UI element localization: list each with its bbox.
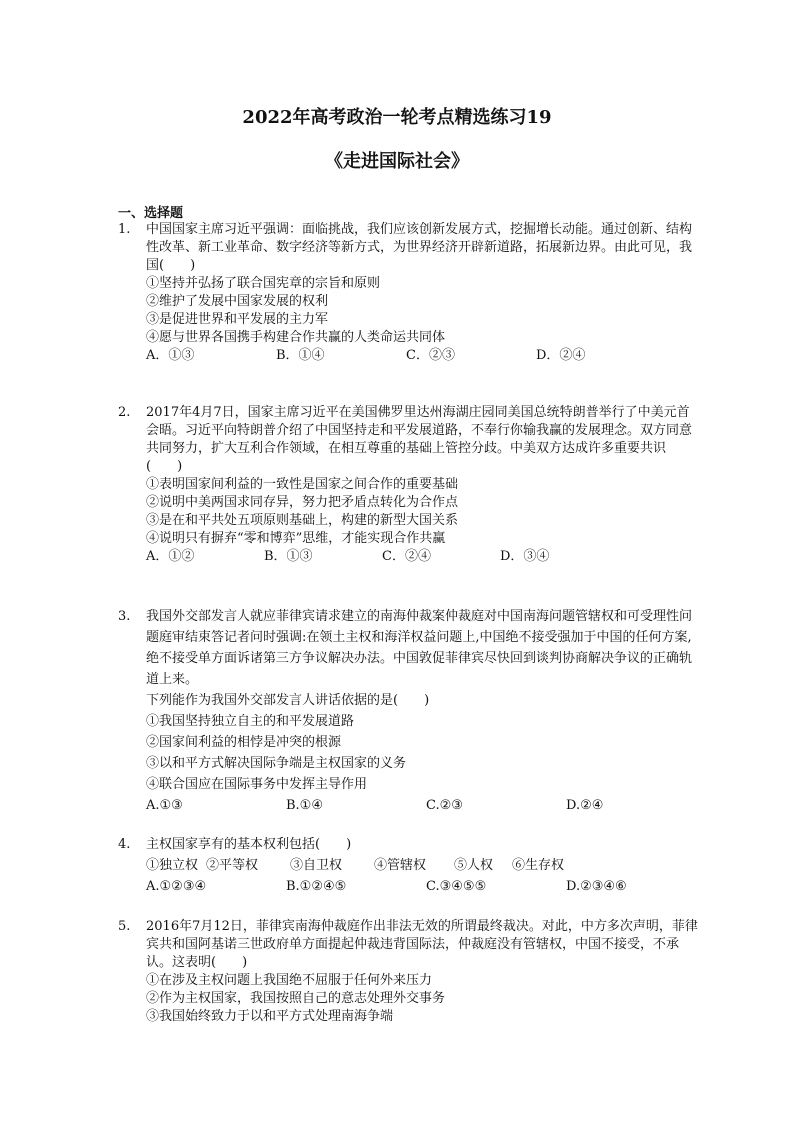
choice-a: A.①③: [146, 798, 183, 813]
question-number: 3.: [118, 609, 131, 624]
option: ②说明中美两国求同存异，努力把矛盾点转化为合作点: [146, 495, 459, 510]
choice-d: D.②④: [566, 798, 604, 813]
option: ②作为主权国家，我国按照自己的意志处理外交事务: [146, 991, 446, 1006]
right-item: ②平等权: [206, 858, 259, 873]
choice-c: C.②③: [426, 798, 463, 813]
choice-a: A.①②③④: [146, 879, 207, 894]
right-item: ④管辖权: [374, 858, 427, 873]
choice-d: D．②④: [536, 348, 586, 363]
rights-list: [118, 855, 702, 876]
choice-a: A．①②: [146, 549, 195, 564]
answer-choices: [118, 795, 702, 816]
option: ④联合国应在国际事务中发挥主导作用: [146, 777, 368, 792]
question-text: 中国国家主席习近平强调：面临挑战，我们应该创新发展方式，挖掘增长动能。通过创新、结构性改革、新工业革命、数字经济等新方式，为世界经济开辟新道路，拓展新边界。由此可见，我国( ): [146, 222, 693, 273]
option: ①我国坚持独立自主的和平发展道路: [146, 714, 355, 729]
choice-c: C．②③: [406, 348, 455, 363]
choice-b: B.①②④⑤: [286, 879, 347, 894]
choice-c: C．②④: [382, 549, 431, 564]
option: ③是促进世界和平发展的主力军: [146, 312, 329, 327]
right-item: ①独立权: [146, 858, 199, 873]
question-number: 5.: [118, 919, 131, 934]
question-stem: [118, 221, 702, 275]
document-subtitle: 《走进国际社会》: [325, 151, 469, 172]
choice-a: A．①③: [146, 348, 195, 363]
right-item: ③自卫权: [290, 858, 343, 873]
question-number: 1.: [118, 222, 131, 237]
document-title: 2022年高考政治一轮考点精选练习19: [242, 107, 552, 128]
option: ④愿与世界各国携手构建合作共赢的人类命运共同体: [146, 330, 446, 345]
answer-choices: [118, 548, 702, 566]
option: ①坚持并弘扬了联合国宪章的宗旨和原则: [146, 276, 381, 291]
question-stem: [118, 404, 702, 476]
option: ③是在和平共处五项原则基础上，构建的新型大国关系: [146, 513, 459, 528]
choice-c: C.③④⑤⑤: [426, 879, 487, 894]
choice-d: D．③④: [500, 549, 550, 564]
question-number: 2.: [118, 405, 131, 420]
right-item: ⑤人权: [454, 858, 494, 873]
question-stem: [118, 606, 702, 690]
question-3: [118, 606, 702, 816]
question-number: 4.: [118, 837, 131, 852]
question-text: 我国外交部发言人就应菲律宾请求建立的南海仲裁案仲裁庭对中国南海问题管辖权和可受理性问题庭审结束答记者问时强调:在领土主权和海洋权益问题上,中国绝不接受强加于中国的任何方案,绝不接受单方面诉诸第三方争议解决办法。中国敦促菲律宾尽快回到谈判协商解决争议的正确轨道上来。: [146, 609, 693, 687]
option: ②维护了发展中国家发展的权利: [146, 294, 329, 309]
option: ③我国始终致力于以和平方式处理南海争端: [146, 1009, 394, 1024]
question-4: [118, 834, 702, 897]
right-item: ⑥生存权: [512, 858, 565, 873]
question-text: 2016年7月12日，菲律宾南海仲裁庭作出非法无效的所谓最终裁决。对此，中方多次声明，菲律宾共和国阿基诺三世政府单方面提起仲裁违背国际法，仲裁庭没有管辖权，中国不接受，不承认。这表明( ): [146, 919, 698, 970]
question-text: 主权国家享有的基本权利包括( ): [146, 837, 352, 852]
question-text: 2017年4月7日，国家主席习近平在美国佛罗里达州海湖庄园同美国总统特朗普举行了中美元首会晤。习近平向特朗普介绍了中国坚持走和平发展道路，不奉行你输我赢的发展理念。双方同意共同努力，扩大互利合作领域，在相互尊重的基础上管控分歧。中美双方达成许多重要共识( ): [146, 405, 693, 474]
option: ③以和平方式解决国际争端是主权国家的义务: [146, 756, 407, 771]
choice-b: B．①④: [276, 348, 325, 363]
answer-choices: [118, 347, 702, 365]
question-5: [118, 918, 702, 1026]
question-1: [118, 221, 702, 365]
choice-b: B．①③: [264, 549, 313, 564]
choice-d: D.②③④⑥: [566, 879, 627, 894]
option: ④说明只有摒弃“零和博弈”思维，才能实现合作共赢: [146, 531, 446, 546]
question-prompt: 下列能作为我国外交部发言人讲话依据的是( ): [146, 693, 430, 708]
option: ①在涉及主权问题上我国绝不屈服于任何外来压力: [146, 973, 433, 988]
section-heading: 一、选择题: [118, 206, 184, 221]
answer-choices: [118, 876, 702, 897]
question-stem: [118, 918, 702, 972]
question-2: [118, 404, 702, 566]
question-stem: [118, 834, 702, 855]
choice-b: B.①④: [286, 798, 323, 813]
option: ②国家间利益的相悖是冲突的根源: [146, 735, 342, 750]
option: ①表明国家间利益的一致性是国家之间合作的重要基础: [146, 477, 459, 492]
